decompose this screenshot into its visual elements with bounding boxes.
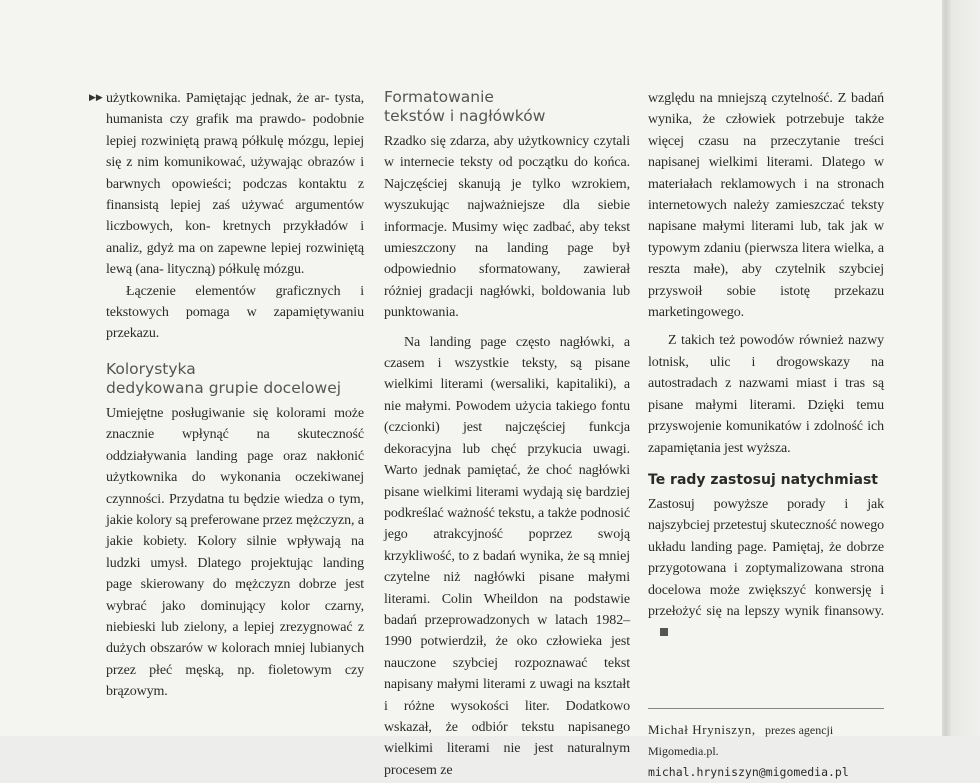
continuation-arrow-icon: ▶▶ [89, 93, 103, 103]
page-edge [942, 0, 980, 736]
author-company: Migomedia.pl. [648, 743, 719, 758]
section-heading: Kolorystyka dedykowana grupie docelowej [106, 359, 342, 397]
paragraph: użytkownika. Pamiętając jednak, że ar- tysta, humanista czy grafik ma prawdo- podobnie lepiej rozwiniętą prawą półkulę mózgu, lepiej się z nim komunikować, używając obrazów i barwnych opowieści; podczas kontaktu z finansistą lepiej zaś używać argumentów liczbowych, kon- kretnych przykładów i analiz, gdyż ma on zapewne lepiej rozwiniętą lewą (ana- lityczną) półkulę mózgu. [106, 91, 365, 278]
section-heading: Formatowanie tekstów i nagłówków [384, 88, 546, 125]
author-email: michal.hryniszyn@migomedia.pl [648, 764, 849, 779]
continued-paragraph [89, 88, 365, 281]
paragraph: względu na mniejszą czytelność. Z badań wynika, że człowiek potrzebuje także więcej czasu na przeczytanie treści napisanej wielkimi literami. Dlatego w materiałach reklamowych i na stronach internetowych należy zamieszczać teksty napisane małymi literami lub, tak jak w typowym zdaniu (pierwsza litera wielka, a reszta małe), aby czytelnik szybciej przyswoił sobie istotę przekazu marketingowego. [648, 91, 884, 321]
column-middle [384, 88, 630, 781]
author-name: Michał Hryniszyn, [648, 721, 756, 737]
author-role: prezes agencji [764, 722, 834, 737]
end-of-article-square-icon [660, 628, 668, 636]
paragraph: Rzadko się zdarza, aby użytkownicy czytali w internecie teksty od początku do końca. Najczęściej skanują je tylko wzrokiem, wyszukując najważniejsze dla siebie informacje. Musimy więc zadbać, aby tekst umieszczony na landing page był odpowiednio sformatowany, zawierał różniej gradacji nagłówki, boldowania lub punktowania. [384, 134, 630, 321]
paragraph: Łączenie elementów graficznych i tekstowych pomaga w zapamiętywaniu przekazu. [106, 283, 364, 342]
author-signature [648, 719, 884, 783]
paragraph: Z takich też powodów również nazwy lotnisk, ulic i drogowskazy na autostradach z nazwami miast i tras są pisane małymi literami. Dzięki temu przyswojenie komunikatów i zdolność ich zapamiętania jest wyższa. [648, 333, 884, 456]
section-heading: Te rady zastosuj natychmiast [648, 471, 879, 488]
paragraph: Umiejętne posługiwanie się kolorami może znacznie wpłynąć na skuteczność oddziaływania landing page oraz nakłonić użytkownika do wykonania oczekiwanej czynności. Przydatna tu będzie wiedza o tym, jakie kolory są preferowane przez mężczyzn, a jakie kobiety. Kolory silnie wpływają na ludzki umysł. Dlatego projektując landing page skierowany do mężczyzn dobrze jest wybrać jako dominujący kolor czarny, niebieski lub zielony, a lepiej zrezygnować z dużych obszarów w kolorach mniej lubianych przez płeć męską, np. fioletowym czy brązowym. [106, 405, 364, 700]
column-right [648, 88, 884, 783]
column-left [89, 88, 365, 703]
paragraph: Na landing page często nagłówki, a czasem i wszystkie teksty, są pisane wielkimi literami (wersaliki, kapitaliki), a nie małymi. Powodem użycia takiego fontu (czcionki) jest najczęściej funkcja dekoracyjna lub chęć przykucia uwagi. Warto jednak pamiętać, że choć nagłówki pisane wielkimi literami wydają się bardziej podkreślać ważność tekstu, a także podnosić jego atrakcyjność poprzez swoją krzykliwość, to z badań wynika, że są mniej czytelne niż nagłówki pisane małymi literami. Colin Wheildon na podstawie badań przeprowadzonych w latach 1982–1990 potwierdził, że oko człowieka jest nauczone szybciej rozpoznawać tekst napisany małymi literami z uwagi na kształt i różne wysokości liter. Dodatkowo wskazał, że odbiór tekstu napisanego wielkimi literami nie jest naturalnym procesem ze [384, 334, 630, 778]
signature-divider [648, 708, 884, 709]
paragraph: Zastosuj powyższe porady i jak najszybciej przetestuj skuteczność nowego układu landing page. Pamiętaj, że dobrze przygotowana i zoptymalizowana strona docelowa może zwiększyć konwersję i przełożyć się na lepszy wynik finansowy. [648, 494, 884, 644]
